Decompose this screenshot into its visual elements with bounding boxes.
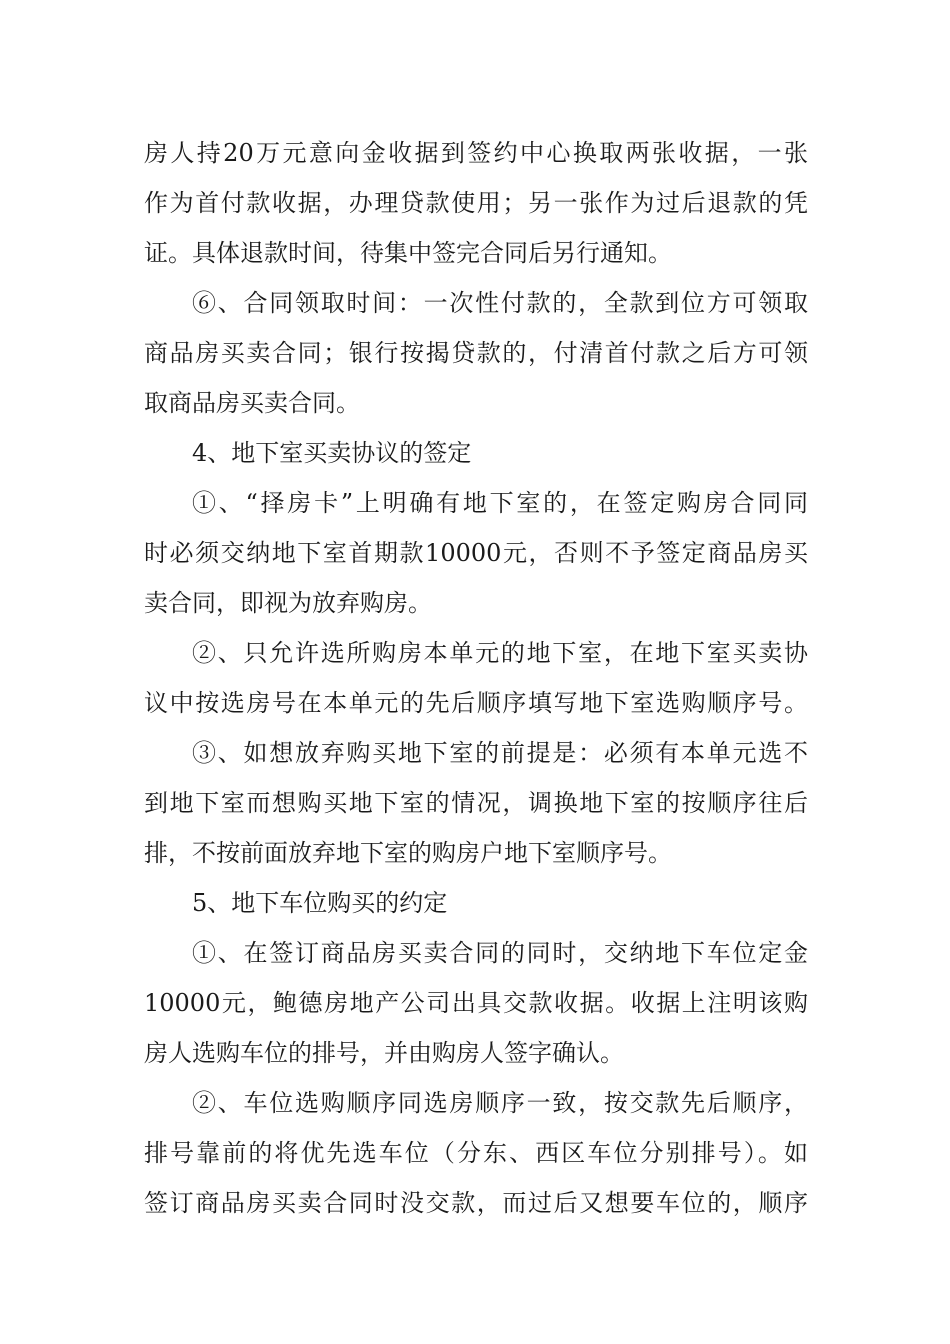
text-line: ①、“择房卡”上明确有地下室的，在签定购房合同同: [192, 489, 808, 517]
document-body: [144, 128, 808, 1228]
section-heading: 5、地下车位购买的约定: [192, 889, 448, 917]
text-line: 到地下室而想购买地下室的情况，调换地下室的按顺序往后: [144, 789, 808, 817]
text-line: 证。具体退款时间，待集中签完合同后另行通知。: [144, 239, 672, 267]
text-line: ⑥、合同领取时间：一次性付款的，全款到位方可领取: [192, 289, 808, 317]
text-line: ②、车位选购顺序同选房顺序一致，按交款先后顺序，: [192, 1089, 808, 1117]
text-line: 卖合同，即视为放弃购房。: [144, 589, 432, 617]
text-line: 商品房买卖合同；银行按揭贷款的，付清首付款之后方可领: [144, 339, 808, 367]
text-line: 取商品房买卖合同。: [144, 389, 360, 417]
text-line: ②、只允许选所购房本单元的地下室，在地下室买卖协: [192, 639, 808, 667]
text-line: ①、在签订商品房买卖合同的同时，交纳地下车位定金: [192, 939, 808, 967]
text-line: ③、如想放弃购买地下室的前提是：必须有本单元选不: [192, 739, 808, 767]
text-line: 房人持20万元意向金收据到签约中心换取两张收据，一张: [144, 139, 808, 167]
text-line: 排，不按前面放弃地下室的购房户地下室顺序号。: [144, 839, 672, 867]
section-heading: 4、地下室买卖协议的签定: [192, 439, 472, 467]
text-line: 签订商品房买卖合同时没交款，而过后又想要车位的，顺序: [144, 1189, 808, 1217]
text-line: 作为首付款收据，办理贷款使用；另一张作为过后退款的凭: [144, 189, 808, 217]
text-line: 时必须交纳地下室首期款10000元，否则不予签定商品房买: [144, 539, 808, 567]
text-line: 10000元，鲍德房地产公司出具交款收据。收据上注明该购: [144, 989, 808, 1017]
text-line: 议中按选房号在本单元的先后顺序填写地下室选购顺序号。: [144, 689, 808, 717]
text-line: 排号靠前的将优先选车位（分东、西区车位分别排号）。如: [144, 1139, 808, 1167]
text-line: 房人选购车位的排号，并由购房人签字确认。: [144, 1039, 624, 1067]
